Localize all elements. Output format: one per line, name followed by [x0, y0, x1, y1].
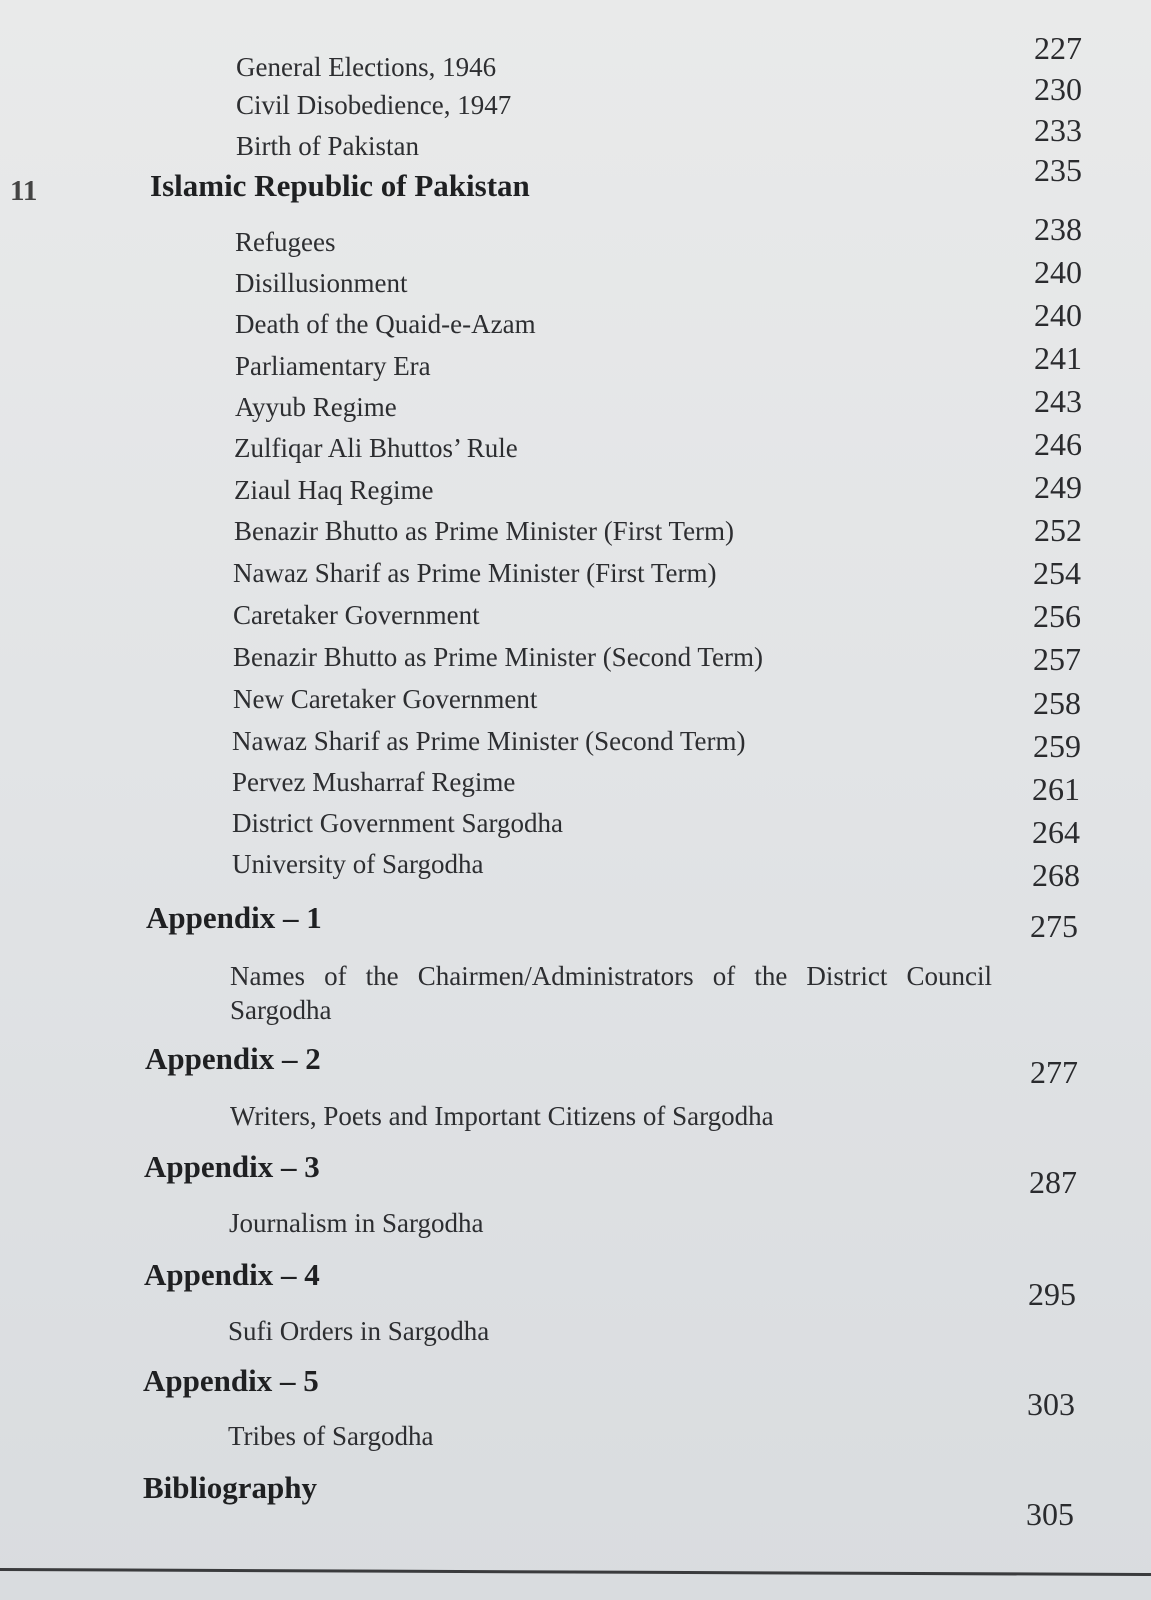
toc-entry-page: 241 — [1034, 340, 1082, 376]
bibliography-page: 305 — [1026, 1496, 1074, 1532]
toc-entry-title: Benazir Bhutto as Prime Minister (First Term) — [234, 516, 735, 546]
toc-entry-title: University of Sargodha — [232, 849, 484, 879]
toc-entry-page: 246 — [1034, 426, 1082, 462]
appendix-page: 275 — [1030, 908, 1078, 944]
toc-entry-page: 240 — [1034, 254, 1082, 290]
appendix-subtitle: Tribes of Sargodha — [228, 1421, 434, 1451]
toc-entry-page: 261 — [1032, 771, 1080, 807]
appendix-page: 303 — [1027, 1386, 1075, 1422]
page-edge-rule — [0, 1568, 1151, 1576]
toc-entry-title: Birth of Pakistan — [236, 131, 419, 161]
toc-entry-title: General Elections, 1946 — [236, 52, 497, 82]
appendix-title: Appendix – 5 — [143, 1363, 319, 1398]
toc-entry-title: New Caretaker Government — [233, 684, 538, 714]
toc-entry-page: 227 — [1034, 30, 1082, 66]
toc-entry-page: 258 — [1033, 685, 1081, 721]
toc-entry-page: 243 — [1034, 383, 1082, 419]
toc-entry-title: Civil Disobedience, 1947 — [236, 90, 512, 120]
appendix-title: Appendix – 3 — [144, 1149, 320, 1184]
toc-entry-page: 240 — [1034, 297, 1082, 333]
toc-entry-title: Ayyub Regime — [235, 392, 397, 422]
toc-entry-page: 257 — [1033, 641, 1081, 677]
toc-entry-title: Ziaul Haq Regime — [234, 475, 434, 505]
toc-entry-title: Benazir Bhutto as Prime Minister (Second Term) — [233, 642, 764, 672]
appendix-title: Appendix – 1 — [146, 900, 322, 935]
toc-entry-page: 254 — [1033, 555, 1081, 591]
toc-entry-title: Death of the Quaid-e-Azam — [235, 309, 536, 339]
toc-entry-page: 233 — [1034, 112, 1082, 148]
toc-entry-page: 259 — [1033, 728, 1081, 764]
appendix-subtitle: Journalism in Sargodha — [229, 1208, 484, 1238]
toc-entry-page: 230 — [1034, 71, 1082, 107]
toc-entry-page: 264 — [1032, 814, 1080, 850]
toc-entry-page: 256 — [1033, 598, 1081, 634]
toc-entry-title: Nawaz Sharif as Prime Minister (First Term) — [233, 558, 717, 588]
appendix-title: Appendix – 4 — [144, 1257, 320, 1292]
appendix-title: Appendix – 2 — [145, 1041, 321, 1076]
toc-entry-page: 268 — [1032, 857, 1080, 893]
toc-entry-title: Refugees — [235, 227, 336, 257]
chapter-number: 11 — [10, 175, 38, 207]
chapter-page: 235 — [1034, 152, 1082, 188]
toc-entry-title: Pervez Musharraf Regime — [232, 767, 516, 797]
toc-entry-title: Zulfiqar Ali Bhuttos’ Rule — [234, 433, 518, 463]
bibliography-title: Bibliography — [143, 1470, 317, 1505]
appendix-subtitle: Names of the Chairmen/Administrators of the District Council Sargodha — [230, 961, 992, 1025]
toc-entry-title: Nawaz Sharif as Prime Minister (Second Term) — [232, 726, 746, 756]
toc-entry-title: Disillusionment — [235, 268, 408, 298]
appendix-page: 295 — [1028, 1276, 1076, 1312]
appendix-subtitle: Sufi Orders in Sargodha — [228, 1316, 490, 1346]
toc-entry-page: 238 — [1034, 211, 1082, 247]
appendix-page: 287 — [1029, 1164, 1077, 1200]
toc-entry-title: Parliamentary Era — [235, 351, 431, 381]
appendix-page: 277 — [1030, 1054, 1078, 1090]
toc-entry-page: 252 — [1034, 512, 1082, 548]
toc-entry-title: Caretaker Government — [233, 600, 480, 630]
toc-entry-page: 249 — [1034, 469, 1082, 505]
chapter-title: Islamic Republic of Pakistan — [150, 168, 530, 203]
appendix-subtitle: Writers, Poets and Important Citizens of Sargodha — [230, 1101, 774, 1131]
toc-entry-title: District Government Sargodha — [232, 808, 563, 838]
